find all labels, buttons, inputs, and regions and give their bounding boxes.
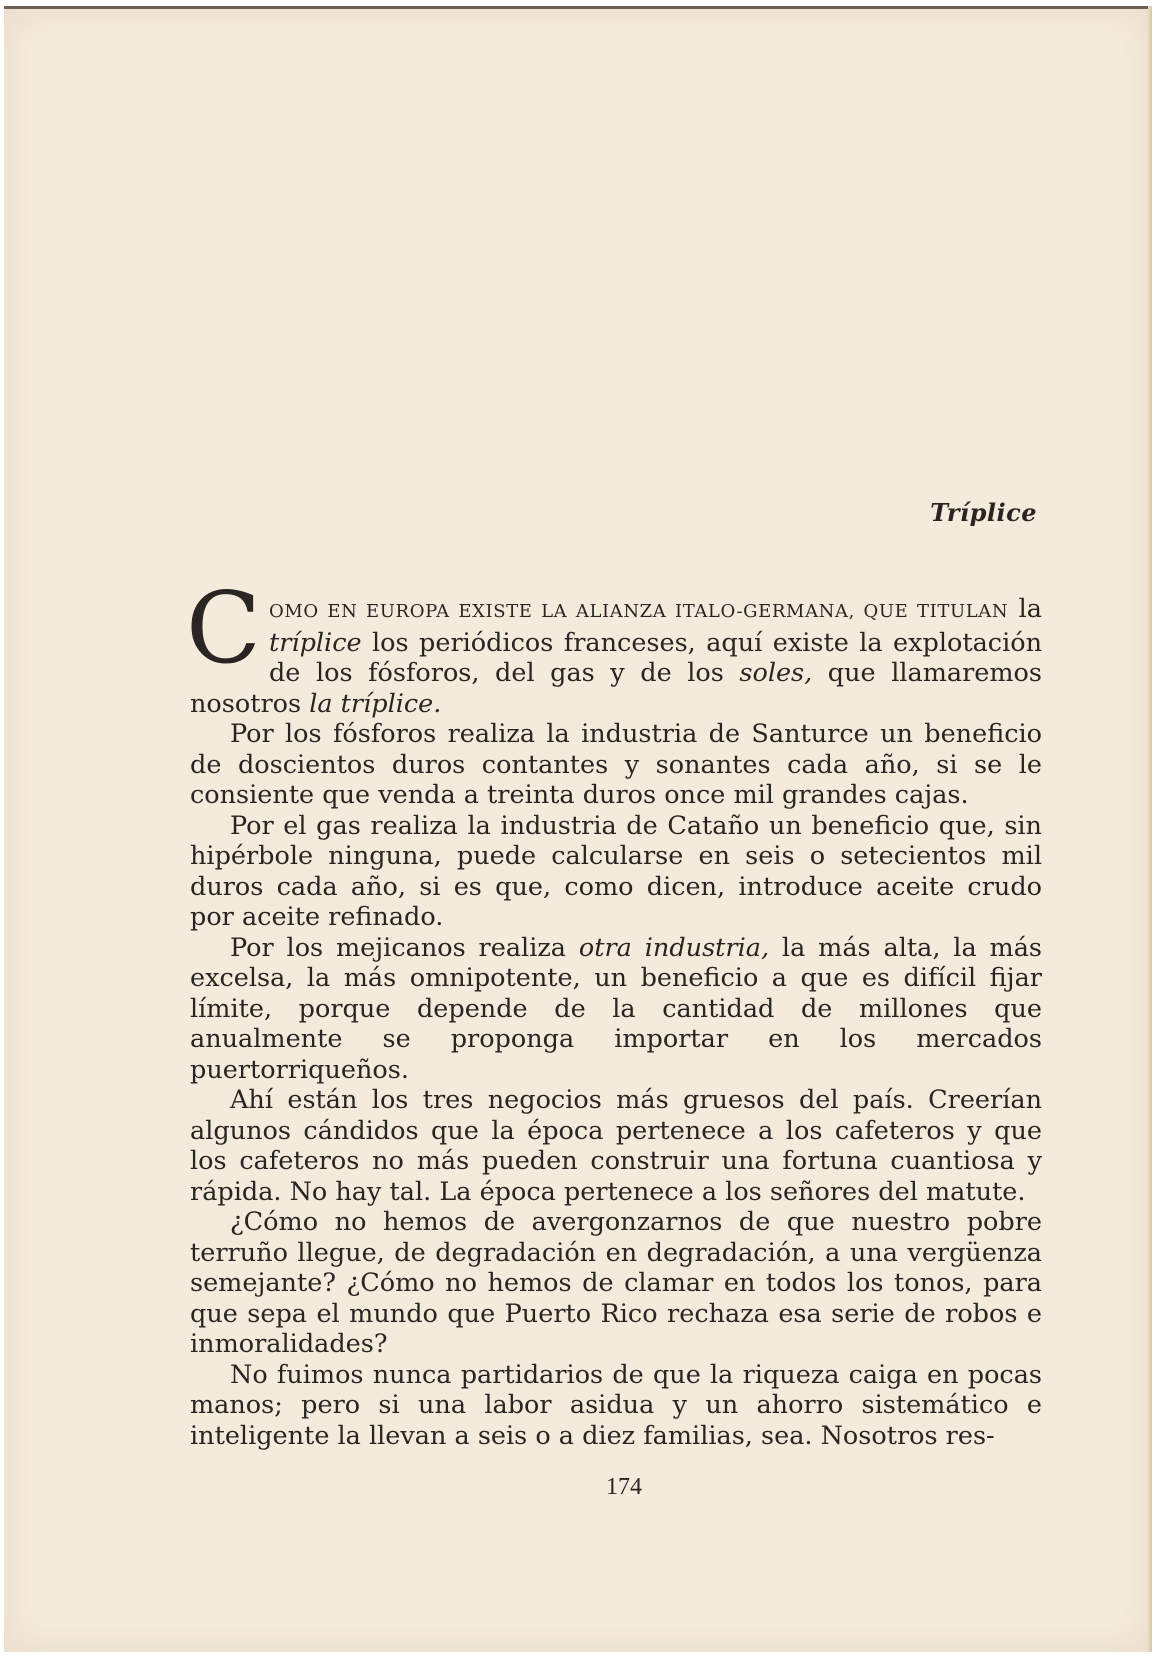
- paragraph-1: [186, 572, 1042, 719]
- paragraph-4-em-1: otra industria,: [578, 932, 770, 963]
- drop-cap: C: [186, 572, 261, 686]
- paragraph-5: Ahí están los tres negocios más gruesos del país. Creerían algunos cándidos que la época pertenece a los cafeteros y que los cafeteros no más pueden construir una fortuna cuantiosa y rápida. No hay tal. La época pertenece a los señores del matute.: [190, 1085, 1042, 1207]
- paragraph-1-text-3: que llamaremos nosotros: [190, 658, 1042, 719]
- paragraph-6: ¿Cómo no hemos de avergonzarnos de que nuestro pobre terruño llegue, de degradación en degradación, a una vergüenza semejante? ¿Cómo no hemos de clamar en todos los tonos, para que sepa el mundo que Puerto Rico rechaza esa serie de robos e inmoralidades?: [190, 1207, 1042, 1359]
- smallcaps-lead: OMO EN EUROPA EXISTE LA ALIANZA ITALO-GERMANA, QUE TITULAN: [268, 601, 1009, 622]
- paragraph-4-text-1: Por los mejicanos realiza: [230, 932, 579, 963]
- paragraph-7: No fuimos nunca partidarios de que la riqueza caiga en pocas manos; pero si una labor asidua y un ahorro sistemático e inteligente la llevan a seis o a diez familias, sea. Nosotros res-: [190, 1359, 1042, 1451]
- paragraph-2: Por los fósforos realiza la industria de Santurce un beneficio de doscientos duros contantes y sonantes cada año, si se le consiente que venda a treinta duros once mil grandes cajas.: [190, 719, 1042, 810]
- book-page: [4, 6, 1152, 1652]
- article-body: [186, 572, 1042, 1451]
- paragraph-1-text-2: los periódicos franceses, aquí existe la explotación de los fósforos, del gas y de los: [268, 627, 1042, 688]
- paragraph-4: [190, 933, 1042, 1086]
- paragraph-1-em-2: soles,: [739, 658, 813, 688]
- page-top-edge: [4, 6, 1152, 9]
- page-right-edge: [1148, 6, 1152, 1652]
- paragraph-1-em-1: tríplice: [268, 627, 362, 658]
- paragraph-1-text-1: la: [1008, 594, 1042, 624]
- page-number: 174: [606, 1474, 642, 1500]
- chapter-title: Tríplice: [930, 498, 1037, 527]
- paragraph-3: Por el gas realiza la industria de Cataño un beneficio que, sin hipérbole ninguna, puede calcularse en seis o setecientos mil duros cada año, si es que, como dicen, introduce aceite crudo por aceite refinado.: [190, 810, 1042, 932]
- paragraph-4-text-2: la más alta, la más excelsa, la más omnipotente, un beneficio a que es difícil fijar límite, porque depende de la cantidad de millones que anualmente se proponga importar en los mercados puertorriqueños.: [190, 932, 1042, 1085]
- paragraph-1-em-3: la tríplice.: [309, 688, 442, 719]
